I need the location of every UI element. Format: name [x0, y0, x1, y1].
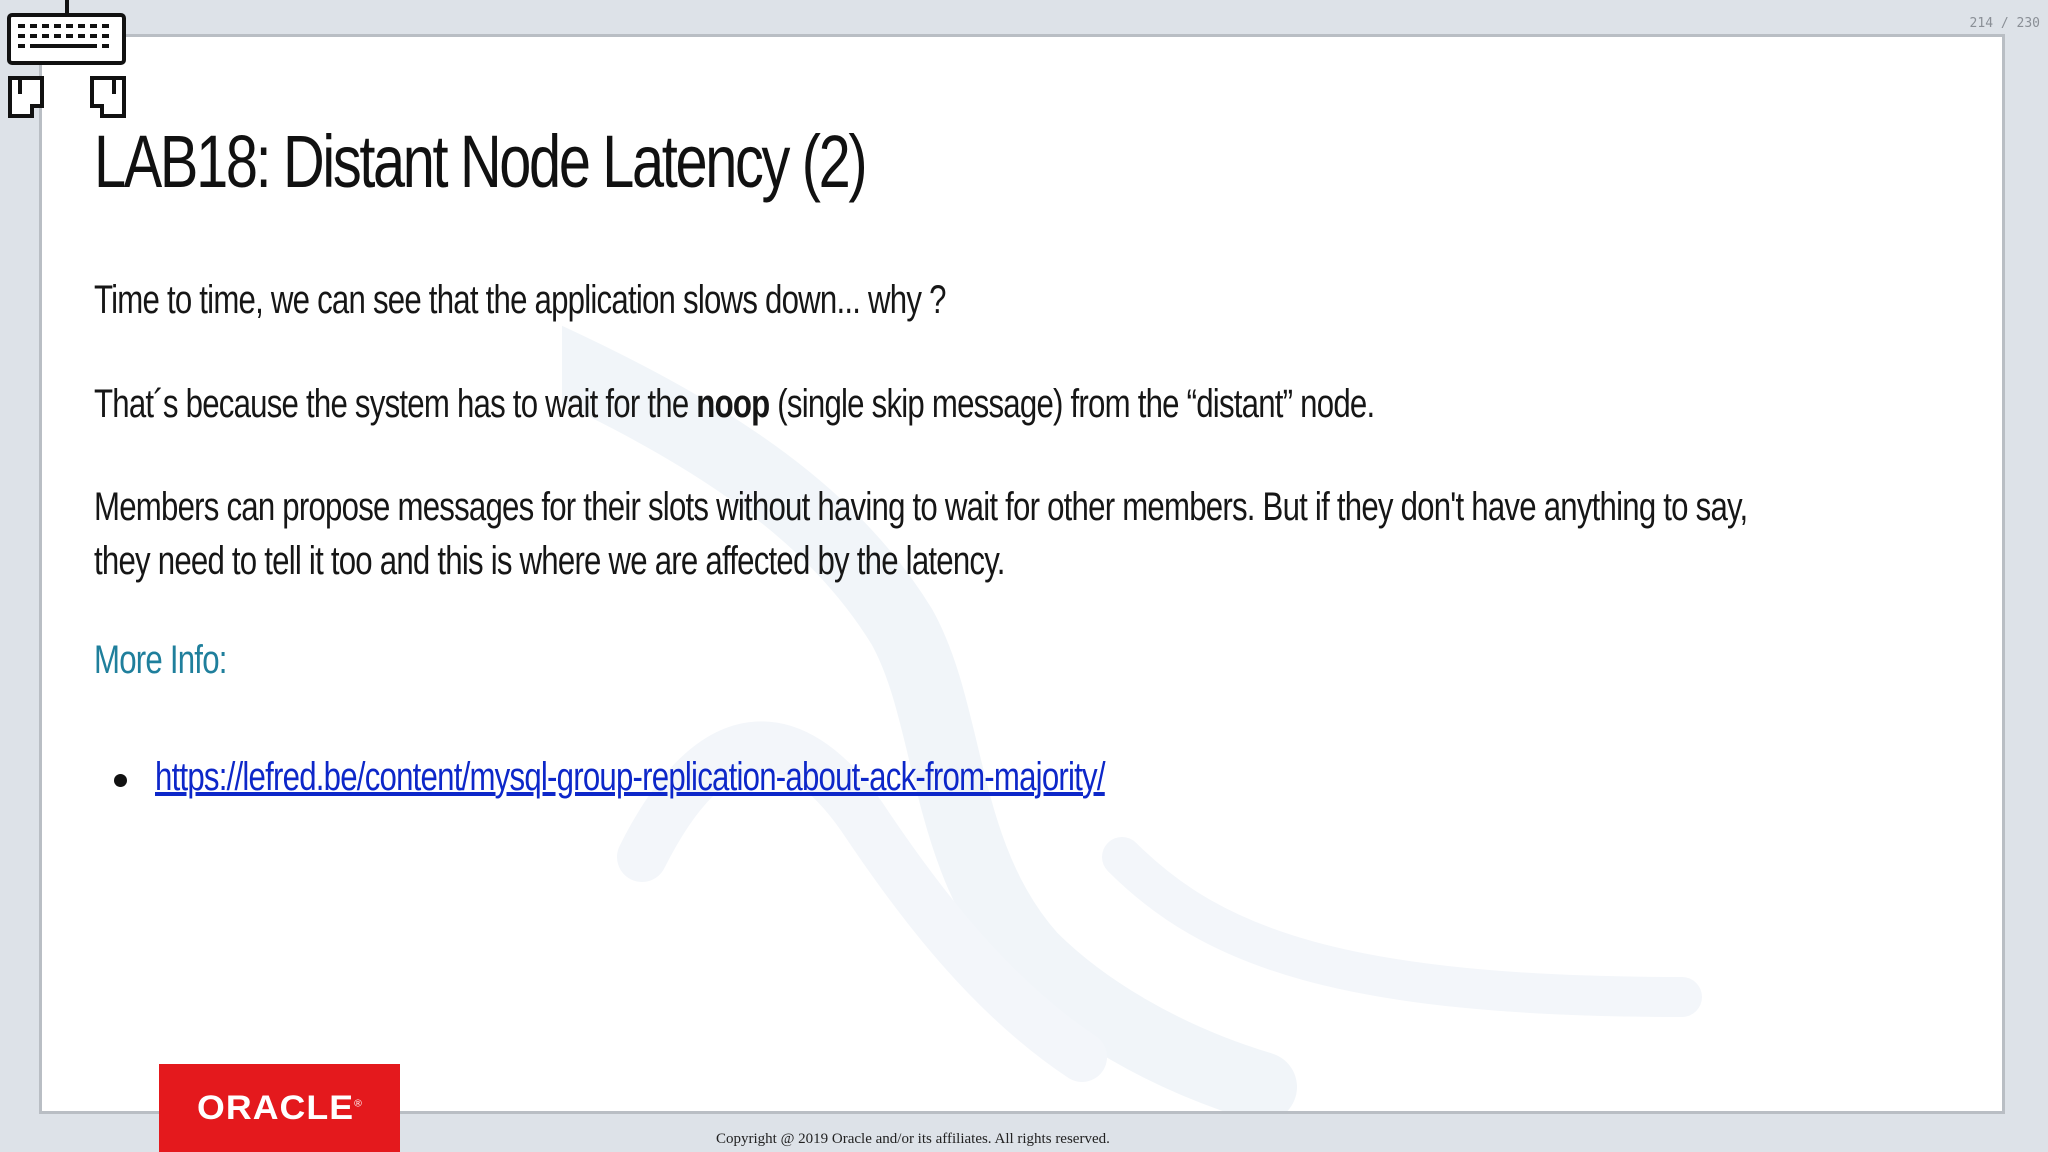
bullet-icon: [114, 774, 127, 787]
oracle-logo-word: ORACLE: [196, 1088, 354, 1127]
oracle-logo: [159, 1064, 400, 1152]
paragraph-members-line-1: Members can propose messages for their slots without having to wait for other members. But if they don't have anything to say,: [94, 485, 1748, 529]
slide-title: LAB18: Distant Node Latency (2): [94, 120, 866, 203]
paragraph-latency-question: Time to time, we can see that the application slows down... why ?: [94, 278, 946, 322]
copyright-notice: Copyright @ 2019 Oracle and/or its affiliates. All rights reserved.: [716, 1131, 1110, 1147]
oracle-logo-mark: ®: [353, 1098, 363, 1110]
slide: [39, 34, 2005, 1114]
lefred-article-link[interactable]: https://lefred.be/content/mysql-group-replication-about-ack-from-majority/: [155, 754, 1105, 799]
noop-keyword: noop: [696, 382, 770, 426]
paragraph-noop-explanation: [94, 377, 1374, 431]
page-counter: 214 / 230: [1969, 16, 2040, 31]
paragraph-noop-text-before: That´s because the system has to wait for the: [94, 382, 697, 426]
paragraph-members-slots: [94, 480, 1747, 588]
more-info-heading: More Info:: [94, 638, 227, 682]
paragraph-members-line-2: they need to tell it too and this is where we are affected by the latency.: [94, 539, 1005, 583]
keyboard-icon[interactable]: [6, 0, 128, 118]
oracle-logo-text: [197, 1089, 363, 1128]
list-item: [114, 747, 1373, 807]
more-info-links: [114, 747, 1373, 807]
paragraph-noop-text-after: (single skip message) from the “distant” node.: [769, 382, 1375, 426]
